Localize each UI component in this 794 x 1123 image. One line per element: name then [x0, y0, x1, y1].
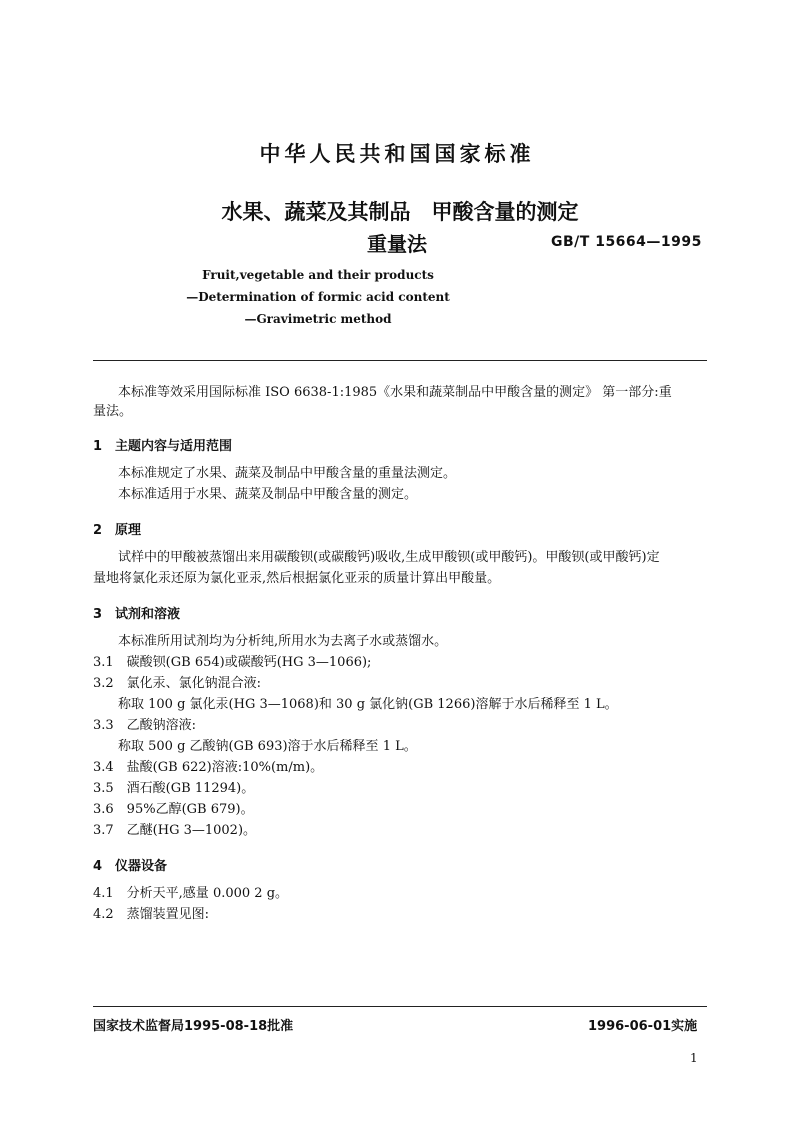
english-title-line: —Gravimetric method: [244, 312, 392, 326]
english-title-line: —Determination of formic acid content: [186, 290, 450, 304]
paragraph-line: 量地将氯化汞还原为氯化亚汞,然后根据氯化亚汞的质量计算出甲酸量。: [93, 571, 501, 586]
list-item-detail: 称取 100 g 氯化汞(HG 3—1068)和 30 g 氯化钠(GB 1266)溶解于水后稀释至 1 L。: [118, 697, 618, 712]
list-item: 3.7 乙醚(HG 3—1002)。: [93, 823, 257, 838]
list-item: 4.2 蒸馏装置见图:: [93, 907, 210, 922]
paragraph-line: 试样中的甲酸被蒸馏出来用碳酸钡(或碳酸钙)吸收,生成甲酸钡(或甲酸钙)。甲酸钡(或甲酸钙)定: [118, 550, 660, 565]
document-title: 水果、蔬菜及其制品 甲酸含量的测定: [221, 200, 579, 224]
list-item: 3.1 碳酸钡(GB 654)或碳酸钙(HG 3—1066);: [93, 655, 372, 670]
list-item: 3.4 盐酸(GB 622)溶液:10%(m/m)。: [93, 760, 324, 775]
approval-date: 国家技术监督局1995-08-18批准: [93, 1019, 294, 1034]
intro-line: 量法。: [93, 404, 133, 419]
bottom-divider: [93, 1006, 707, 1007]
top-divider: [93, 360, 707, 361]
paragraph-line: 本标准规定了水果、蔬菜及制品中甲酸含量的重量法测定。: [118, 466, 457, 481]
section-heading: 3 试剂和溶液: [93, 607, 181, 622]
list-item: 3.2 氯化汞、氯化钠混合液:: [93, 676, 262, 691]
page-number: 1: [690, 1051, 698, 1065]
standard-number: GB/T 15664—1995: [551, 234, 702, 250]
paragraph-line: 本标准适用于水果、蔬菜及制品中甲酸含量的测定。: [118, 487, 418, 502]
english-title-line: Fruit,vegetable and their products: [202, 268, 434, 282]
paragraph-line: 本标准所用试剂均为分析纯,所用水为去离子水或蒸馏水。: [118, 634, 448, 649]
intro-line: 本标准等效采用国际标准 ISO 6638-1:1985《水果和蔬菜制品中甲酸含量的测定》 第一部分:重: [118, 385, 672, 400]
implementation-date: 1996-06-01实施: [588, 1019, 698, 1034]
list-item-detail: 称取 500 g 乙酸钠(GB 693)溶于水后稀释至 1 L。: [118, 739, 417, 754]
section-heading: 4 仪器设备: [93, 859, 168, 874]
document-subtitle: 重量法: [367, 232, 427, 256]
section-heading: 1 主题内容与适用范围: [93, 439, 233, 454]
section-heading: 2 原理: [93, 523, 142, 538]
list-item: 3.3 乙酸钠溶液:: [93, 718, 197, 733]
list-item: 3.5 酒石酸(GB 11294)。: [93, 781, 255, 796]
list-item: 4.1 分析天平,感量 0.000 2 g。: [93, 886, 289, 901]
national-standard-header: 中华人民共和国国家标准: [259, 142, 535, 166]
list-item: 3.6 95%乙醇(GB 679)。: [93, 802, 254, 817]
